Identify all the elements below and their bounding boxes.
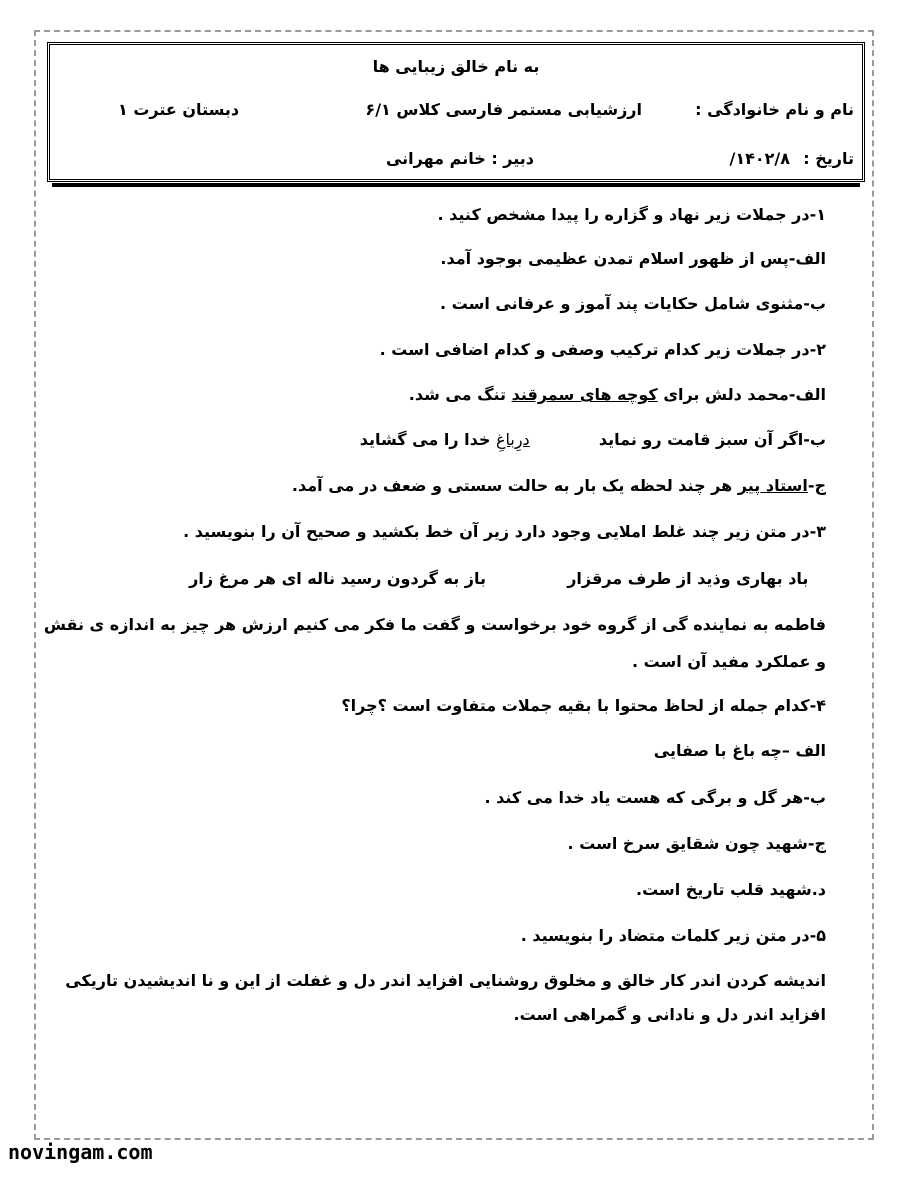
question-3: ۳-در متن زیر چند غلط املایی وجود دارد زیر آن خط بکشید و صحیح آن را بنویسید . xyxy=(183,522,826,541)
question-2-c xyxy=(60,476,826,495)
q2a-prefix: الف-محمد دلش برای xyxy=(663,385,826,404)
question-3-text-line-2: و عملکرد مفید آن است . xyxy=(631,652,826,671)
question-4-d: د.شهید قلب تاریخ است. xyxy=(635,880,826,899)
teacher-name: دبیر : خانم مهرانی xyxy=(385,149,534,168)
question-4-a: الف –چه باغ با صفایی xyxy=(653,741,826,760)
q2c-underlined: استاد پیر xyxy=(737,476,808,495)
question-3-verse xyxy=(60,569,826,588)
q2b-underlined: درِباغِ xyxy=(495,430,530,449)
question-2: ۲-در جملات زیر کدام ترکیب وصفی و کدام اضافی است . xyxy=(379,340,826,359)
q2c-suffix: هر چند لحظه یک بار به حالت سستی و ضعف در می آمد. xyxy=(291,476,733,495)
name-label: نام و نام خانوادگی : xyxy=(695,100,854,119)
site-watermark: novingam.com xyxy=(8,1140,153,1164)
question-4-b: ب-هر گل و برگی که هست یاد خدا می کند . xyxy=(484,788,826,807)
verse-first: باد بهاری وذید از طرف مرقزار xyxy=(567,569,809,588)
q2a-underlined: کوچه های سمرقند xyxy=(511,385,658,404)
header-box xyxy=(47,42,865,182)
q2b-first-half: ب-اگر آن سبز قامت رو نماید xyxy=(598,430,826,449)
question-4: ۴-کدام جمله از لحاظ محتوا با بقیه جملات متفاوت است ؟چرا؟ xyxy=(341,696,826,715)
question-2-a xyxy=(60,385,826,404)
q2a-suffix: تنگ می شد. xyxy=(408,385,507,404)
exam-title: ارزشیابی مستمر فارسی کلاس ۶/۱ xyxy=(365,100,642,119)
school-name: دبستان عترت ۱ xyxy=(118,100,240,119)
question-1: ۱-در جملات زیر نهاد و گزاره را پیدا مشخص کنید . xyxy=(437,205,826,224)
question-5-text-line-1: اندیشه کردن اندر کار خالق و مخلوق روشنایی افزاید اندر دل و غفلت از این و نا اندیشیدن تاریکی xyxy=(65,971,826,990)
question-2-b xyxy=(60,430,826,449)
question-5-text-line-2: افزاید اندر دل و نادانی و گمراهی است. xyxy=(513,1005,826,1024)
date-value: /۱۴۰۲/۸ xyxy=(729,149,790,168)
page-title: به نام خالق زیبایی ها xyxy=(372,57,540,76)
date-label: تاریخ : xyxy=(803,149,854,168)
verse-second: باز به گردون رسید ناله ای هر مرغ زار xyxy=(189,569,487,588)
question-3-text-line-1: فاطمه به نماینده گی از گروه خود برخواست و گفت ما فکر می کنیم ارزش هر چیز به اندازه ی نقش xyxy=(43,615,826,634)
question-5: ۵-در متن زیر کلمات متضاد را بنویسید . xyxy=(520,926,826,945)
q2b-second-half: خدا را می گشاید xyxy=(359,430,491,449)
question-1-b: ب-مثنوی شامل حکایات پند آموز و عرفانی است . xyxy=(440,294,826,313)
q2c-prefix: ج- xyxy=(807,476,826,495)
question-1-a: الف-پس از ظهور اسلام تمدن عظیمی بوجود آمد. xyxy=(440,249,826,268)
question-4-c: ج-شهید چون شقایق سرخ است . xyxy=(567,834,826,853)
